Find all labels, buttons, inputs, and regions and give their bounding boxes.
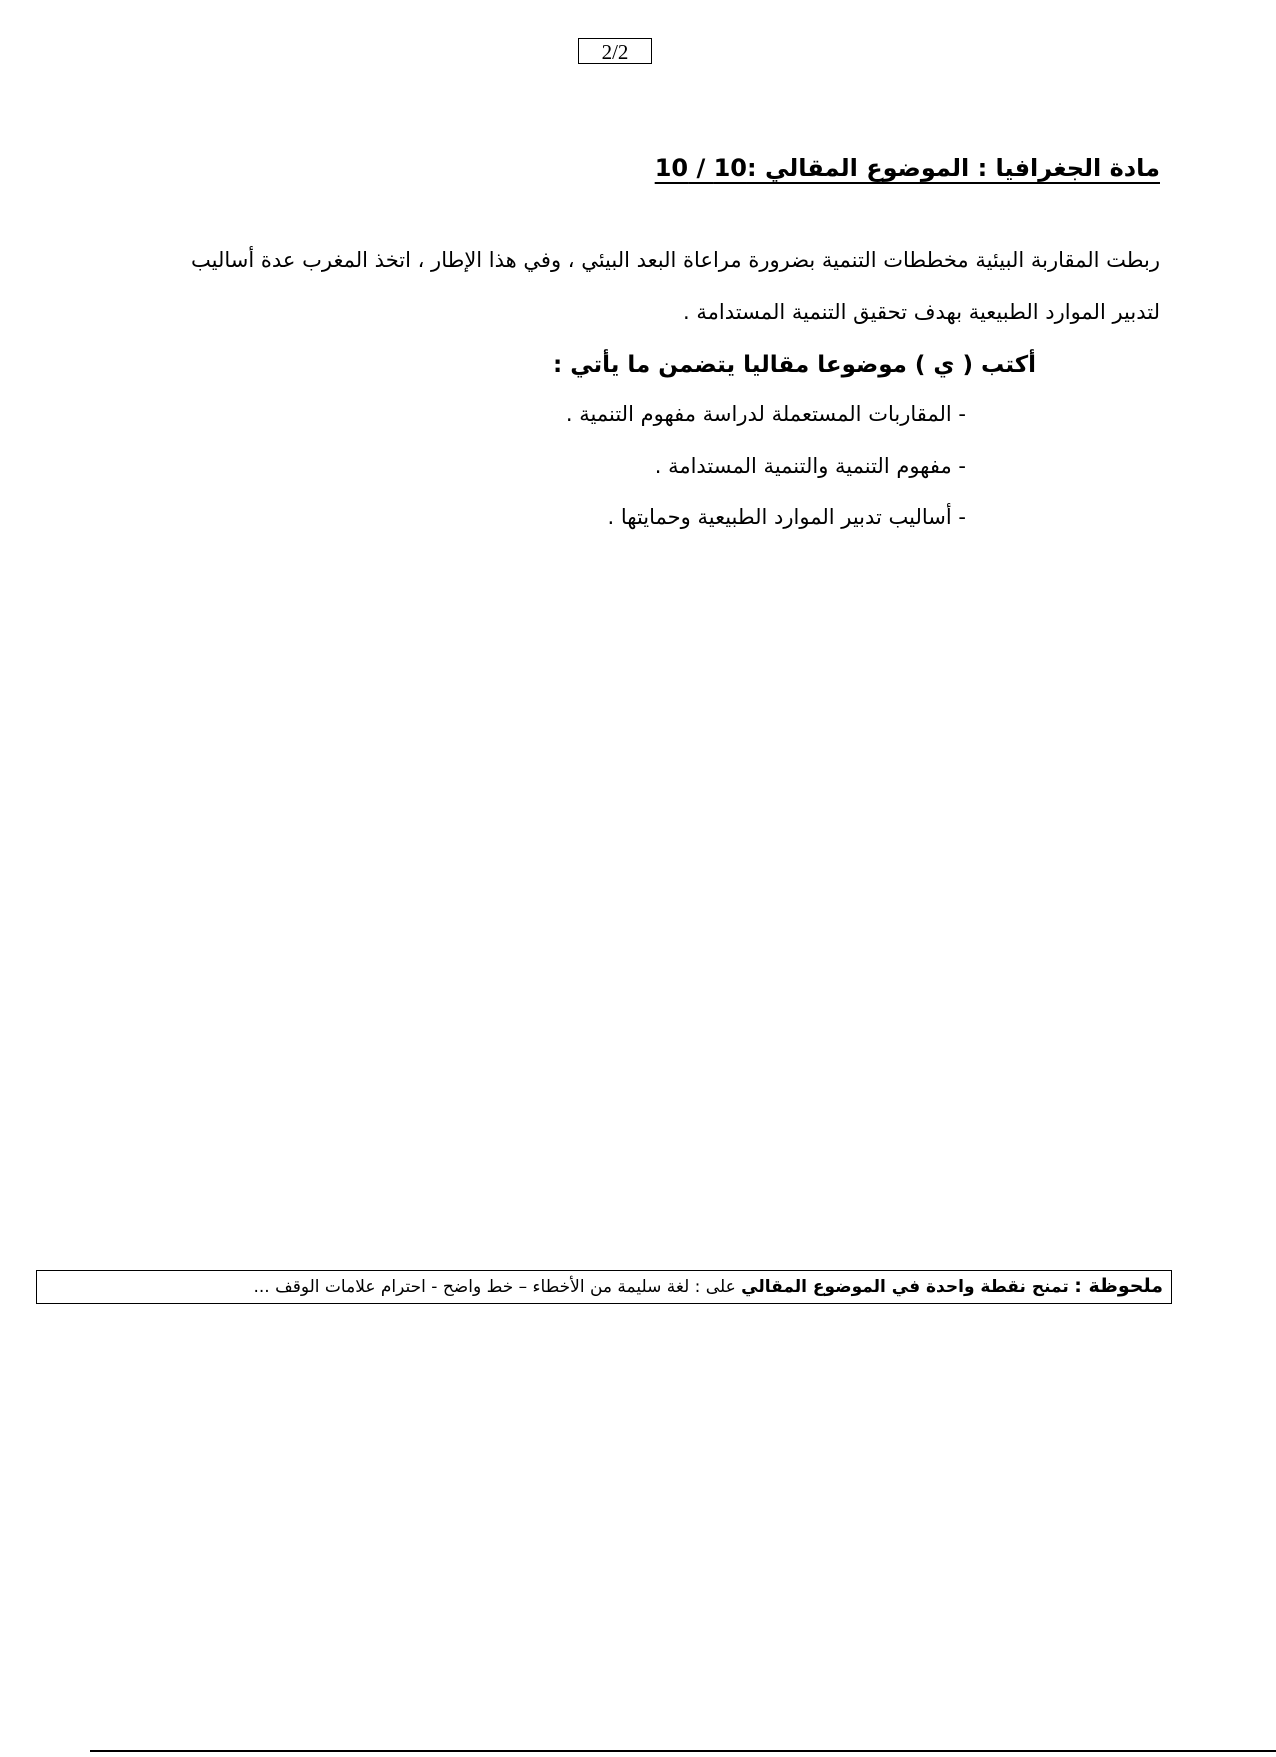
essay-instruction: أكتب ( ي ) موضوعا مقاليا يتضمن ما يأتي : (553, 352, 1036, 378)
note-rest: على : لغة سليمة من الأخطاء – خط واضح - احترام علامات الوقف ... (253, 1277, 736, 1297)
note-label: ملحوظة : (1074, 1275, 1163, 1297)
intro-paragraph-line-1: ربطت المقاربة البيئية مخططات التنمية بضرورة مراعاة البعد البيئي ، وفي هذا الإطار ، اتخذ المغرب عدة أساليب (191, 248, 1160, 272)
requirement-item: - المقاربات المستعملة لدراسة مفهوم التنمية . (565, 402, 966, 426)
note-highlight: تمنح نقطة واحدة في الموضوع المقالي (741, 1277, 1069, 1297)
requirement-item: - مفهوم التنمية والتنمية المستدامة . (654, 454, 966, 478)
page-number: 2/2 (578, 38, 652, 64)
grading-note-box (36, 1270, 1172, 1304)
intro-paragraph-line-2: لتدبير الموارد الطبيعية بهدف تحقيق التنمية المستدامة . (683, 300, 1160, 324)
page-title: مادة الجغرافيا : الموضوع المقالي :10 / 10 (654, 154, 1160, 182)
footer-rule (90, 1750, 1276, 1752)
requirement-item: - أساليب تدبير الموارد الطبيعية وحمايتها . (607, 505, 966, 529)
grading-note (253, 1275, 1163, 1297)
